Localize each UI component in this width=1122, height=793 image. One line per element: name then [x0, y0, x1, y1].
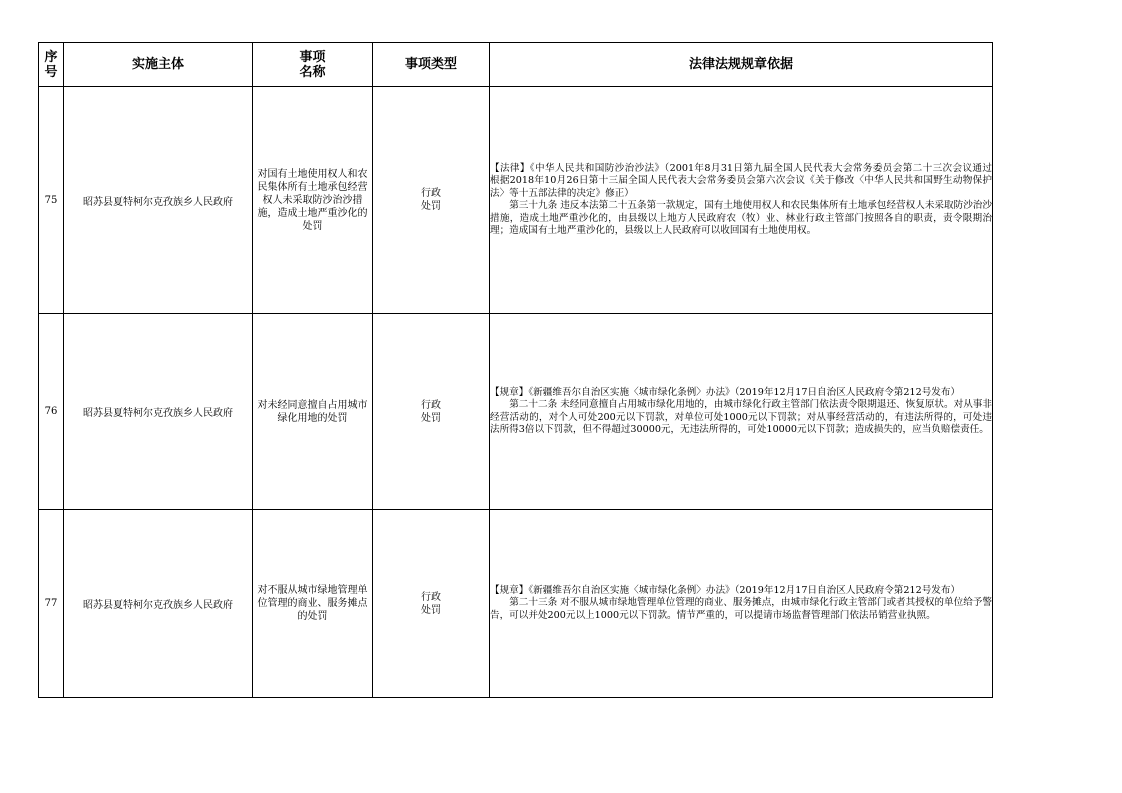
legal-basis-article: 第三十九条 违反本法第二十五条第一款规定，国有土地使用权人和农民集体所有土地承包经营权人未采取防沙治沙措施，造成土地严重沙化的，由县级以上地方人民政府农（牧）业、林业行政主管部门按照各自的职责，责令限期治理；造成国有土地严重沙化的，县级以上人民政府可以收回国有土地使用权。	[490, 200, 992, 236]
row-seq: 75	[39, 87, 64, 314]
table-row	[39, 314, 993, 510]
row-item-name: 对不服从城市绿地管理单位管理的商业、服务摊点的处罚	[253, 510, 373, 698]
enforcement-items-table	[38, 42, 1002, 698]
header-subject: 实施主体	[64, 43, 253, 87]
row-item-type	[373, 87, 490, 314]
legal-basis-article: 第二十三条 对不服从城市绿地管理单位管理的商业、服务摊点，由城市绿化行政主管部门或者其授权的单位给予警告，可以并处200元以上1000元以下罚款。情节严重的，可以提请市场监督管理部门依法吊销营业执照。	[490, 597, 992, 621]
header-item-type: 事项类型	[373, 43, 490, 87]
row-item-type	[373, 314, 490, 510]
row-item-name: 对国有土地使用权人和农民集体所有土地承包经营权人未采取防沙治沙措施，造成土地严重沙化的处罚	[253, 87, 373, 314]
header-legal-basis: 法律法规规章依据	[490, 43, 993, 87]
row-item-type-line2: 处罚	[421, 412, 441, 424]
table-row	[39, 510, 993, 698]
row-legal-basis	[490, 510, 993, 698]
table-row	[39, 87, 993, 314]
row-seq: 77	[39, 510, 64, 698]
legal-basis-source: 【法律】《中华人民共和国防沙治沙法》（2001年8月31日第九届全国人民代表大会常务委员会第二十三次会议通过 根据2018年10月26日第十三届全国人民代表大会常务委员会第六次会议《关于修改〈中华人民共和国野生动物保护法〉等十五部法律的决定》修正）	[490, 162, 1002, 199]
header-item-name-line2: 名称	[299, 64, 326, 80]
row-legal-basis	[490, 87, 1002, 314]
legal-basis-source: 【规章】《新疆维吾尔自治区实施〈城市绿化条例〉办法》（2019年12月17日自治区人民政府令第212号发布）	[490, 386, 961, 398]
row-item-type-line1: 行政	[421, 188, 441, 199]
header-seq: 序号	[39, 43, 64, 87]
row-item-type-line1: 行政	[421, 399, 441, 411]
row-item-type-line1: 行政	[421, 591, 441, 603]
row-item-name: 对未经同意擅自占用城市绿化用地的处罚	[253, 314, 373, 510]
row-item-type-line2: 处罚	[421, 604, 441, 616]
row-subject: 昭苏县夏特柯尔克孜族乡人民政府	[64, 510, 253, 698]
row-subject: 昭苏县夏特柯尔克孜族乡人民政府	[64, 314, 253, 510]
row-legal-basis	[490, 314, 993, 510]
row-subject: 昭苏县夏特柯尔克孜族乡人民政府	[64, 87, 253, 314]
row-seq: 76	[39, 314, 64, 510]
row-item-type	[373, 510, 490, 698]
row-item-type-line2: 处罚	[421, 201, 441, 212]
header-item-name	[253, 43, 373, 87]
legal-basis-article: 第二十二条 未经同意擅自占用城市绿化用地的，由城市绿化行政主管部门依法责令限期退还、恢复原状。对从事非经营活动的，对个人可处200元以下罚款，对单位可处1000元以下罚款；对从事经营活动的，有违法所得的，可处违法所得3倍以下罚款，但不得超过30000元，无违法所得的，可处10000元以下罚款；造成损失的，应当负赔偿责任。	[490, 399, 992, 435]
legal-basis-source: 【规章】《新疆维吾尔自治区实施〈城市绿化条例〉办法》（2019年12月17日自治区人民政府令第212号发布）	[490, 584, 961, 596]
table-header-row	[39, 43, 993, 87]
header-item-name-line1: 事项	[299, 49, 326, 65]
